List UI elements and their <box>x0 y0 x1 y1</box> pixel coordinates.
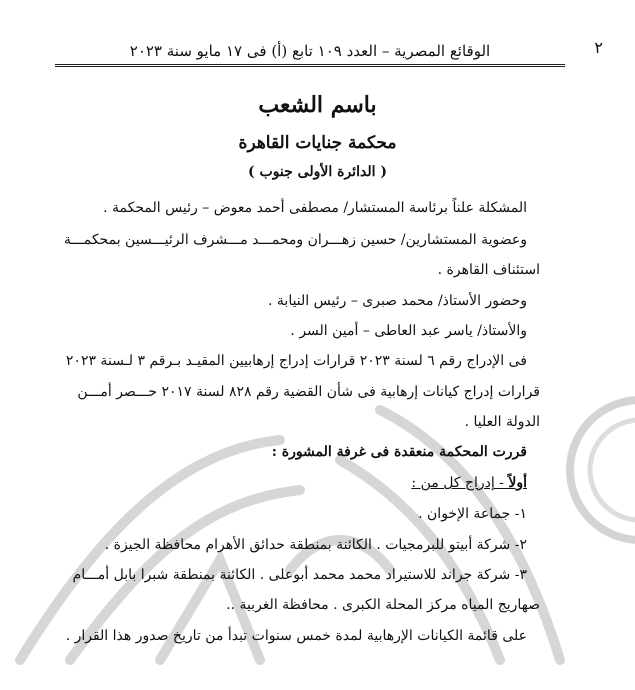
body-line-2: وعضوية المستشارين/ حسين زهـــران ومحمـــد مـــشرف الرئيـــسين بمحكمـــة <box>63 232 527 248</box>
body-line-7: قرارات إدراج كيانات إرهابية فى شأن القضية رقم ٨٢٨ لسنة ٢٠١٧ حـــصر أمـــن <box>77 384 540 400</box>
body-line-6: فى الإدراج رقم ٦ لسنة ٢٠٢٣ قرارات إدراج إرهابيين المقيـد بـرقم ٣ لـسنة ٢٠٢٣ <box>65 353 527 369</box>
first-label: أولاً <box>508 475 527 491</box>
listing-intro: - إدراج كل من : <box>411 475 509 491</box>
body-line-15: على قائمة الكيانات الإرهابية لمدة خمس سنوات تبدأ من تاريخ صدور هذا القرار . <box>65 628 527 644</box>
list-item-3-cont: صهاريج المياه مركز المحلة الكبرى . محافظة الغربية .. <box>226 597 540 613</box>
body-line-10 <box>411 475 527 491</box>
body-line-3: استئناف القاهرة . <box>437 262 540 278</box>
body-line-5: والأستاذ/ ياسر عبد العاطى – أمين السر . <box>290 323 527 339</box>
page-number: ٢ <box>594 38 603 57</box>
list-item-3: ٣- شركة جراند للاستيراد محمد محمد أبوعلى . الكائنة بمنطقة شبرا بابل أمـــام <box>72 567 527 583</box>
decision-heading: قررت المحكمة منعقدة فى غرفة المشورة : <box>271 444 527 460</box>
circuit-name: ( الدائرة الأولى جنوب ) <box>248 164 387 180</box>
heading-in-name-of-people: باسم الشعب <box>258 92 377 118</box>
gazette-title: الوقائع المصرية – العدد ١٠٩ تابع (أ) فى ١٧ مايو سنة ٢٠٢٣ <box>129 42 491 60</box>
court-name: محكمة جنايات القاهرة <box>238 133 397 153</box>
body-line-4: وحضور الأستاذ/ محمد صبرى – رئيس النيابة . <box>268 293 527 309</box>
body-line-1: المشكلة علناً برئاسة المستشار/ مصطفى أحمد معوض – رئيس المحكمة . <box>103 200 527 216</box>
page-header <box>55 38 603 67</box>
list-item-1: ١- جماعة الإخوان . <box>418 506 527 522</box>
body-line-8: الدولة العليا . <box>464 414 540 430</box>
list-item-2: ٢- شركة أبيتو للبرمجيات . الكائنة بمنطقة حدائق الأهرام محافظة الجيزة . <box>104 537 527 553</box>
